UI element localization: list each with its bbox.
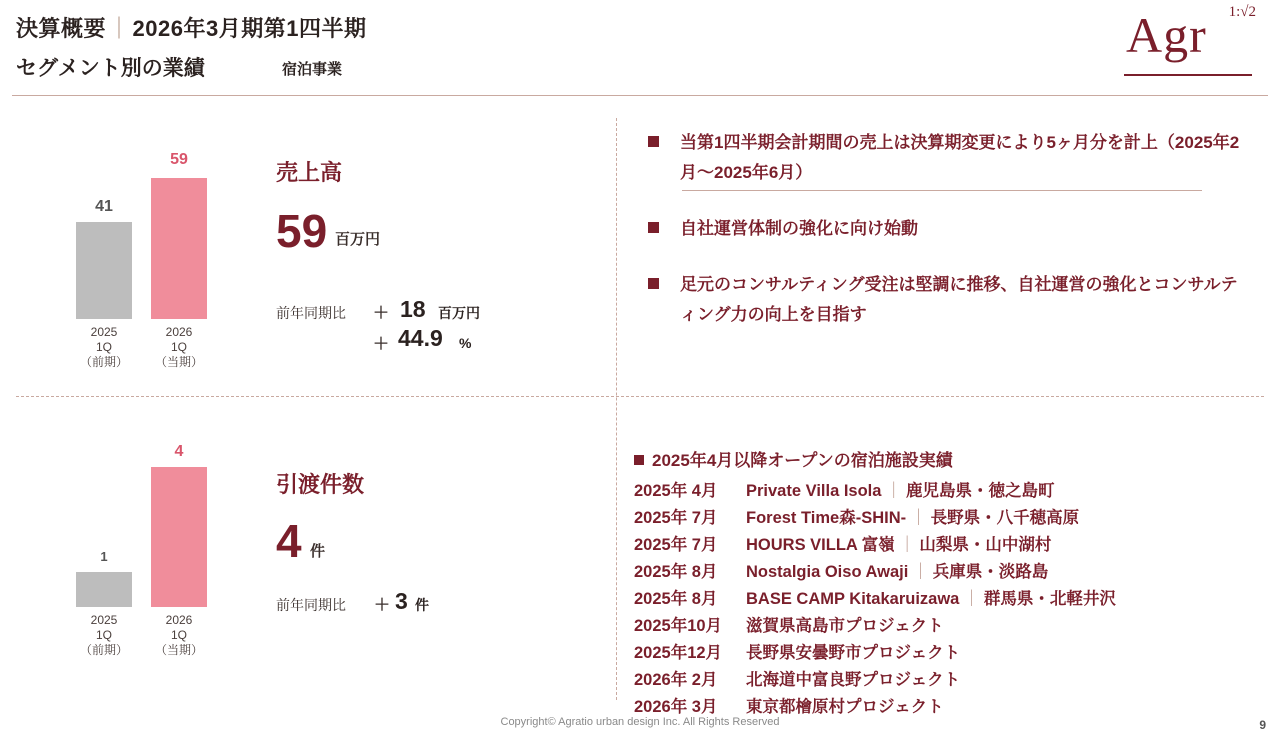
bullet-text: 当第1四半期会計期間の売上は決算期変更により5ヶ月分を計上（2025年2月〜2025年6月）	[680, 133, 1240, 182]
page-title	[16, 12, 366, 43]
bar-label-previous	[70, 613, 138, 658]
metric-title-sales: 売上高	[276, 160, 343, 185]
header-divider	[12, 95, 1268, 96]
yoy-value-sales-pct: 44.9	[398, 325, 443, 351]
facility-date: 2025年 8月	[634, 563, 718, 581]
list-item	[634, 531, 1264, 558]
facility-date: 2026年 2月	[634, 671, 718, 689]
facility-separator: ｜	[885, 482, 902, 500]
yoy-unit-deliveries: 件	[415, 597, 429, 613]
facility-date: 2025年 4月	[634, 482, 718, 500]
bar-label-year: 2026	[165, 613, 193, 627]
copyright-notice: Copyright© Agratio urban design Inc. All Rights Reserved	[500, 716, 780, 728]
facility-name: Forest Time森-SHIN-	[746, 509, 907, 527]
list-item	[634, 504, 1264, 531]
bar-current	[151, 178, 207, 319]
facility-date: 2026年 3月	[634, 698, 718, 716]
facility-name: 滋賀県高島市プロジェクト	[746, 617, 944, 635]
bar-label-current	[145, 325, 213, 370]
yoy-label-deliveries: 前年同期比	[276, 597, 346, 613]
metric-title-deliveries: 引渡件数	[276, 472, 365, 497]
yoy-unit-sales-pct: %	[459, 335, 472, 351]
yoy-sign-sales-amount: ＋	[373, 305, 390, 322]
horizontal-divider	[16, 396, 1264, 397]
square-bullet-icon	[648, 278, 659, 289]
bar-label-note: （前期）	[79, 355, 128, 369]
facility-date: 2025年 8月	[634, 590, 718, 608]
slide-header	[0, 0, 1280, 96]
square-bullet-icon	[648, 136, 659, 147]
bar-label-note: （当期）	[154, 355, 203, 369]
yoy-value-deliveries: 3	[395, 588, 408, 614]
bar-label-quarter: 1Q	[95, 628, 112, 642]
logo-ratio-icon: 1:√2	[1228, 4, 1256, 20]
facility-location: 兵庫県・淡路島	[932, 563, 1049, 581]
facility-location: 鹿児島県・徳之島町	[905, 482, 1055, 500]
bar-value-previous: 1	[100, 549, 108, 564]
list-item	[634, 666, 1264, 693]
bar-current-area	[151, 178, 207, 319]
bullet-text: 足元のコンサルティング受注は堅調に推移、自社運営の強化とコンサルティング力の向上を目指す	[680, 275, 1238, 324]
bar-label-quarter: 1Q	[170, 340, 187, 354]
title-separator: ｜	[108, 16, 131, 41]
facility-name: BASE CAMP Kitakaruizawa	[746, 590, 960, 608]
page-title-main: 決算概要	[16, 16, 107, 41]
list-item	[634, 558, 1264, 585]
bar-label-year: 2025	[90, 325, 118, 339]
logo-wordmark: Agr	[1126, 7, 1207, 63]
facility-date: 2025年12月	[634, 644, 723, 662]
page-number: 9	[1259, 718, 1266, 732]
highlight-bullets	[646, 128, 1246, 352]
bar-label-note: （当期）	[154, 643, 203, 657]
facility-list-title-text: 2025年4月以降オープンの宿泊施設実績	[652, 451, 953, 470]
bar-value-current: 59	[170, 151, 188, 168]
facility-list	[634, 446, 1264, 720]
yoy-unit-sales-amount: 百万円	[438, 305, 480, 321]
bullet-item	[646, 270, 1246, 330]
list-item	[634, 477, 1264, 504]
facility-name: Private Villa Isola	[746, 482, 882, 500]
list-item	[634, 585, 1264, 612]
square-bullet-icon	[634, 455, 644, 465]
bar-label-note: （前期）	[79, 643, 128, 657]
facility-separator: ｜	[963, 590, 980, 608]
facility-name: Nostalgia Oiso Awaji	[746, 563, 909, 581]
bar-label-quarter: 1Q	[95, 340, 112, 354]
segment-label: 宿泊事業	[282, 61, 343, 78]
facility-location: 群馬県・北軽井沢	[983, 590, 1116, 608]
metric-unit-deliveries: 件	[310, 543, 326, 560]
facility-separator: ｜	[898, 536, 916, 554]
vertical-divider	[616, 118, 617, 700]
bar-value-current: 4	[174, 443, 184, 460]
yoy-sign-deliveries: ＋	[374, 597, 391, 614]
facility-date: 2025年 7月	[634, 509, 718, 527]
metric-value-sales: 59	[276, 205, 328, 257]
facility-name: 東京都檜原村プロジェクト	[746, 698, 944, 716]
bar-label-quarter: 1Q	[170, 628, 187, 642]
facility-name: 長野県安曇野市プロジェクト	[746, 644, 961, 662]
company-logo	[1118, 4, 1258, 82]
bullet-item	[646, 128, 1246, 188]
list-item	[634, 612, 1264, 639]
metric-unit-sales: 百万円	[335, 231, 381, 248]
facility-list-title	[634, 446, 1264, 471]
bar-previous	[76, 572, 132, 607]
facility-date: 2025年10月	[634, 617, 723, 635]
metric-value-deliveries: 4	[276, 515, 302, 567]
bar-label-previous	[70, 325, 138, 370]
bullet-underline	[682, 190, 1202, 191]
bar-current	[151, 467, 207, 607]
bar-previous	[76, 222, 132, 319]
list-item	[634, 639, 1264, 666]
logo-underline	[1124, 74, 1252, 76]
facility-separator: ｜	[910, 509, 927, 527]
yoy-value-sales-amount: 18	[400, 296, 426, 322]
facility-name: HOURS VILLA 富嶺	[746, 536, 895, 554]
facility-separator: ｜	[912, 563, 929, 581]
bar-label-year: 2026	[165, 325, 193, 339]
bar-value-previous: 41	[95, 198, 113, 215]
page-title-period: 2026年3月期第1四半期	[132, 16, 367, 41]
bar-previous-area	[76, 572, 132, 607]
bullet-text: 自社運営体制の強化に向け始動	[680, 219, 918, 238]
square-bullet-icon	[648, 222, 659, 233]
bar-current-area	[151, 467, 207, 607]
yoy-sign-sales-pct: ＋	[373, 336, 390, 353]
bullet-item	[646, 214, 1246, 244]
facility-location: 長野県・八千穂高原	[930, 509, 1080, 527]
bar-label-year: 2025	[90, 613, 118, 627]
facility-location: 山梨県・山中湖村	[919, 536, 1052, 554]
bar-label-current	[145, 613, 213, 658]
page-subtitle: セグメント別の業績	[16, 57, 205, 80]
facility-name: 北海道中富良野プロジェクト	[746, 671, 961, 689]
facility-date: 2025年 7月	[634, 536, 718, 554]
bar-previous-area	[76, 222, 132, 319]
yoy-label-sales: 前年同期比	[276, 305, 346, 321]
